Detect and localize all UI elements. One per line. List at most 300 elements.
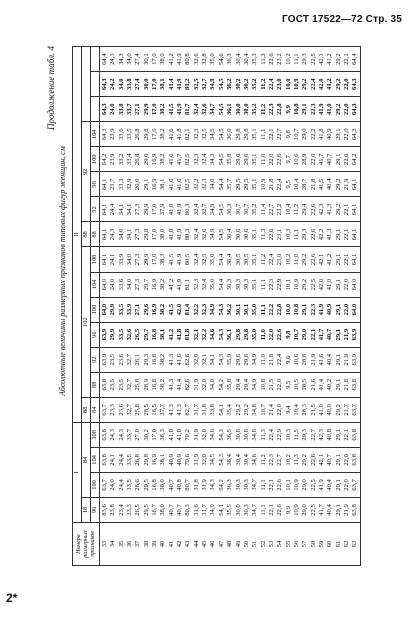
table-cell: 24,0 xyxy=(109,278,117,291)
table-cell: 35,1 xyxy=(251,253,259,266)
table-cell: 34,9 xyxy=(251,353,259,366)
table-cell: 22,8 xyxy=(276,103,284,115)
table-continuation-label: Продолжение табл. 4 xyxy=(46,46,56,130)
table-cell: 11,1 xyxy=(259,278,267,291)
height-group-header: 102 xyxy=(82,247,91,397)
table-cell: 29,2 xyxy=(234,404,242,416)
table-cell: 24,3 xyxy=(109,228,117,241)
table-cell: 38,3 xyxy=(159,253,167,266)
column-header-empty xyxy=(91,72,100,97)
table-cell: 54,1 xyxy=(217,404,225,416)
table-cell: 9,9 xyxy=(284,505,292,515)
table-cell: 41,5 xyxy=(167,303,175,316)
table-cell: 10,3 xyxy=(284,228,292,241)
table-cell: 29,2 xyxy=(301,454,309,466)
table-cell: 33,5 xyxy=(126,479,134,491)
table-cell: 40,7 xyxy=(167,479,175,491)
table-cell: 9,6 xyxy=(284,355,292,364)
table-cell: 41,0 xyxy=(167,203,175,216)
table-cell: 64,0 xyxy=(351,278,359,291)
table-cell: 41,4 xyxy=(317,378,325,391)
signature-mark: 2* xyxy=(6,591,18,605)
table-cell: 34,0 xyxy=(126,53,134,65)
table-cell: 28,5 xyxy=(301,378,309,391)
table-cell: 28,9 xyxy=(142,378,150,391)
table-cell: 22,3 xyxy=(309,303,317,316)
column-header: 108 xyxy=(91,422,100,447)
table-cell: 63,8 xyxy=(351,504,359,516)
table-cell: 29,1 xyxy=(334,328,342,341)
table-cell: 29,4 xyxy=(242,378,250,391)
table-cell: 32,4 xyxy=(201,153,209,166)
data-column xyxy=(100,322,361,347)
table-cell: 17,0 xyxy=(151,78,159,90)
table-cell: 21,8 xyxy=(267,178,275,191)
table-cell: 42,1 xyxy=(317,454,325,466)
table-cell: 32,2 xyxy=(192,303,200,316)
table-cell: 29,8 xyxy=(142,454,150,466)
table-cell: 28,5 xyxy=(142,404,150,416)
table-cell: 29,0 xyxy=(301,479,309,491)
table-cell: 16,9 xyxy=(151,153,159,166)
table-cell: 34,0 xyxy=(117,228,125,241)
data-column xyxy=(100,122,361,147)
table-cell: 33,8 xyxy=(117,103,125,115)
table-cell: 54,1 xyxy=(217,504,225,516)
table-cell: 29,5 xyxy=(142,504,150,516)
table-cell: 11,1 xyxy=(292,53,300,65)
table-cell: 54,5 xyxy=(217,203,225,216)
table-cell: 38,0 xyxy=(159,228,167,241)
table-cell: 41,2 xyxy=(167,328,175,341)
table-cell: 64,0 xyxy=(351,303,359,316)
table-cell: 23,2 xyxy=(276,203,284,216)
table-cell: 33,2 xyxy=(117,153,125,166)
column-header: 84 xyxy=(91,397,100,422)
table-cell: 82,7 xyxy=(184,404,192,416)
table-cell: 29,8 xyxy=(142,228,150,241)
header-row-columns xyxy=(91,47,100,566)
table-cell: 41,2 xyxy=(167,53,175,65)
table-cell: 41,9 xyxy=(176,78,184,90)
table-cell: 35,2 xyxy=(251,78,259,90)
table-cell: 41,6 xyxy=(317,353,325,366)
table-cell: 29,1 xyxy=(334,353,342,366)
table-cell: 30,4 xyxy=(234,454,242,466)
table-cell: 10,1 xyxy=(284,278,292,291)
table-cell: 79,6 xyxy=(184,454,192,466)
row-numbers-cell xyxy=(100,523,361,566)
data-column xyxy=(100,297,361,322)
table-cell: 35,4 xyxy=(226,404,234,416)
table-cell: 23,9 xyxy=(109,128,117,141)
table-cell: 26,8 xyxy=(134,454,142,466)
table-cell: 22,0 xyxy=(309,153,317,166)
table-cell: 34,1 xyxy=(117,203,125,216)
table-cell: 31,8 xyxy=(192,479,200,491)
table-cell: 40,8 xyxy=(326,429,334,441)
table-cell: 16,8 xyxy=(151,479,159,491)
table-cell: 40,7 xyxy=(326,454,334,466)
data-column xyxy=(100,97,361,122)
table-cell: 9,5 xyxy=(284,180,292,189)
table-cell: 22,1 xyxy=(309,328,317,341)
table-cell: 33,3 xyxy=(117,178,125,191)
table-cell: 30,0 xyxy=(242,103,250,115)
table-cell: 24,4 xyxy=(117,454,125,466)
table-cell: 36,1 xyxy=(226,328,234,341)
table-cell: 41,9 xyxy=(176,53,184,65)
table-cell: 64,1 xyxy=(351,203,359,216)
table-cell: 40,7 xyxy=(176,504,184,516)
row-number: 46 xyxy=(209,540,217,548)
column-header: 104 xyxy=(91,447,100,472)
table-cell: 36,5 xyxy=(226,429,234,441)
table-cell: 11,0 xyxy=(292,253,300,266)
table-cell: 40,4 xyxy=(326,353,334,366)
table-cell: 11,1 xyxy=(259,479,267,491)
table-cell: 29,1 xyxy=(334,454,342,466)
table-cell: 31,9 xyxy=(192,429,200,441)
table-cell: 24,3 xyxy=(109,429,117,441)
table-cell: 30,3 xyxy=(242,278,250,291)
table-cell: 34,1 xyxy=(126,203,134,216)
table-cell: 26,1 xyxy=(134,353,142,366)
table-cell: 27,4 xyxy=(134,78,142,90)
table-cell: 35,1 xyxy=(251,178,259,191)
table-cell: 41,6 xyxy=(176,353,184,366)
table-cell: 37,9 xyxy=(159,203,167,216)
table-cell: 41,9 xyxy=(176,253,184,266)
table-cell: 34,3 xyxy=(209,479,217,491)
table-cell: 35,1 xyxy=(251,128,259,141)
table-cell: 32,9 xyxy=(126,178,134,191)
table-cell: 64,3 xyxy=(101,128,108,141)
table-cell: 35,9 xyxy=(226,353,234,366)
data-column xyxy=(100,197,361,222)
table-cell: 29,8 xyxy=(242,328,250,341)
table-cell: 30,1 xyxy=(242,303,250,316)
table-cell: 22,5 xyxy=(309,479,317,491)
data-column xyxy=(100,72,361,97)
row-number: 49 xyxy=(234,540,242,548)
table-cell: 41,0 xyxy=(326,103,334,115)
table-cell: 11,3 xyxy=(292,454,300,466)
table-cell: 32,0 xyxy=(201,378,209,391)
row-number: 57 xyxy=(301,540,309,548)
table-cell: 32,0 xyxy=(201,429,209,441)
table-cell: 10,4 xyxy=(292,178,300,191)
table-cell: 64,3 xyxy=(101,78,108,90)
table-cell: 64,2 xyxy=(101,153,108,166)
table-cell: 10,4 xyxy=(284,203,292,216)
table-cell: 24,0 xyxy=(109,479,117,491)
table-cell: 33,7 xyxy=(126,429,134,441)
table-cell: 83,6 xyxy=(101,504,108,516)
table-cell: 42,0 xyxy=(317,78,325,90)
table-cell: 22,6 xyxy=(309,228,317,241)
row-number: 48 xyxy=(226,540,234,548)
table-cell: 63,8 xyxy=(351,429,359,441)
table-cell: 29,4 xyxy=(301,203,309,216)
table-cell: 22,6 xyxy=(276,479,284,491)
header-row-groups xyxy=(73,47,82,566)
table-cell: 64,3 xyxy=(351,78,359,90)
table-cell: 30,1 xyxy=(234,303,242,316)
table-cell: 30,5 xyxy=(234,253,242,266)
table-cell: 24,1 xyxy=(109,253,117,266)
table-cell: 64,0 xyxy=(101,303,108,316)
table-cell: 29,9 xyxy=(109,303,117,316)
table-cell: 64,3 xyxy=(351,128,359,141)
table-cell: 10,7 xyxy=(259,404,267,416)
table-cell: 11,5 xyxy=(292,429,300,441)
table-cell: 31,9 xyxy=(192,454,200,466)
table-cell: 22,6 xyxy=(276,153,284,166)
row-number: 40 xyxy=(159,540,167,548)
table-cell: 30,4 xyxy=(242,53,250,65)
row-number: 43 xyxy=(184,540,192,548)
table-cell: 26,6 xyxy=(134,479,142,491)
table-cell: 29,9 xyxy=(142,203,150,216)
table-cell: 32,7 xyxy=(201,203,209,216)
table-cell: 23,5 xyxy=(109,378,117,391)
table-body-row xyxy=(100,47,361,566)
table-cell: 41,3 xyxy=(167,378,175,391)
table-cell: 40,9 xyxy=(167,454,175,466)
table-cell: 36,2 xyxy=(226,303,234,316)
table-cell: 36,0 xyxy=(226,128,234,141)
table-cell: 41,7 xyxy=(317,153,325,166)
table-cell: 80,3 xyxy=(184,203,192,216)
table-cell: 32,6 xyxy=(201,228,209,241)
table-cell: 22,2 xyxy=(267,303,275,316)
table-cell: 10,1 xyxy=(284,479,292,491)
table-cell: 34,1 xyxy=(126,228,134,241)
table-cell: 22,3 xyxy=(267,103,275,115)
table-cell: 21,8 xyxy=(267,353,275,366)
column-header: 92 xyxy=(91,197,100,222)
table-cell: 41,8 xyxy=(176,328,184,341)
table-cell: 22,6 xyxy=(309,203,317,216)
table-cell: 22,4 xyxy=(276,353,284,366)
table-cell: 22,4 xyxy=(309,78,317,90)
table-cell: 24,0 xyxy=(109,103,117,115)
data-column xyxy=(100,47,361,72)
table-cell: 34,0 xyxy=(209,504,217,516)
row-number: 45 xyxy=(201,540,209,548)
table-cell: 17,0 xyxy=(151,103,159,115)
table-cell: 42,2 xyxy=(317,228,325,241)
table-cell: 64,1 xyxy=(101,253,108,266)
row-number: 63 xyxy=(351,540,359,548)
table-cell: 30,4 xyxy=(242,454,250,466)
table-cell: 32,7 xyxy=(201,78,209,90)
row-number: 53 xyxy=(267,540,275,548)
table-cell: 34,8 xyxy=(251,404,259,416)
table-cell: 29,2 xyxy=(301,278,309,291)
table-cell: 38,2 xyxy=(159,353,167,366)
table-cell: 29,1 xyxy=(334,378,342,391)
table-cell: 41,2 xyxy=(167,278,175,291)
table-cell: 11,3 xyxy=(259,53,267,65)
table-cell: 10,3 xyxy=(284,429,292,441)
table-cell: 29,2 xyxy=(334,404,342,416)
table-cell: 63,8 xyxy=(101,454,108,466)
table-cell: 11,1 xyxy=(292,228,300,241)
table-cell: 29,8 xyxy=(234,328,242,341)
table-cell: 16,5 xyxy=(151,404,159,416)
height-group-header: 84 xyxy=(82,422,91,497)
table-cell: 42,0 xyxy=(317,278,325,291)
table-cell: 10,7 xyxy=(292,128,300,141)
table-cell: 9,8 xyxy=(284,130,292,139)
table-cell: 35,0 xyxy=(251,303,259,316)
table-cell: 35,1 xyxy=(251,153,259,166)
table-cell: 11,0 xyxy=(259,354,267,366)
table-cell: 42,3 xyxy=(317,203,325,216)
row-number: 37 xyxy=(134,540,142,548)
table-cell: 29,1 xyxy=(334,303,342,316)
table-cell: 33,8 xyxy=(126,78,134,90)
table-cell: 41,6 xyxy=(176,178,184,191)
table-cell: 22,3 xyxy=(309,103,317,115)
row-number: 34 xyxy=(109,540,117,548)
table-cell: 54,2 xyxy=(217,378,225,391)
row-number: 36 xyxy=(126,540,134,548)
table-cell: 22,7 xyxy=(276,454,284,466)
table-cell: 21,8 xyxy=(309,178,317,191)
table-cell: 64,0 xyxy=(101,278,108,291)
table-cell: 41,2 xyxy=(326,53,334,65)
table-cell: 32,1 xyxy=(192,328,200,341)
table-cell: 54,4 xyxy=(217,178,225,191)
row-number: 41 xyxy=(167,540,175,548)
table-cell: 40,9 xyxy=(326,303,334,316)
table-cell: 22,0 xyxy=(342,479,350,491)
table-cell: 23,2 xyxy=(276,53,284,65)
table-cell: 41,7 xyxy=(176,153,184,166)
row-number: 61 xyxy=(334,540,342,548)
table-cell: 29,1 xyxy=(301,303,309,316)
table-cell: 38,2 xyxy=(159,153,167,166)
table-cell: 29,5 xyxy=(234,178,242,191)
height-group-header: 92 xyxy=(82,122,91,222)
table-cell: 32,5 xyxy=(201,128,209,141)
table-cell: 34,9 xyxy=(209,203,217,216)
table-cell: 40,7 xyxy=(326,328,334,341)
table-cell: 11,0 xyxy=(259,329,267,341)
table-cell: 41,0 xyxy=(326,278,334,291)
table-cell: 64,1 xyxy=(101,178,108,191)
table-cell: 22,0 xyxy=(267,153,275,166)
table-cell: 22,6 xyxy=(267,228,275,241)
table-cell: 11,1 xyxy=(259,128,267,140)
table-cell: 40,4 xyxy=(326,178,334,191)
table-cell: 22,5 xyxy=(309,504,317,516)
table-cell: 82,1 xyxy=(184,128,192,141)
data-column xyxy=(100,222,361,247)
table-cell: 38,1 xyxy=(159,178,167,191)
table-cell: 22,5 xyxy=(309,278,317,291)
table-cell: 29,1 xyxy=(334,504,342,516)
table-cell: 40,8 xyxy=(176,479,184,491)
data-column xyxy=(100,422,361,447)
table-cell: 9,4 xyxy=(284,405,292,414)
table-cell: 64,4 xyxy=(101,53,108,65)
table-cell: 41,9 xyxy=(317,479,325,491)
table-cell: 81,1 xyxy=(184,278,192,291)
table-cell: 38,2 xyxy=(159,128,167,141)
table-cell: 41,4 xyxy=(167,78,175,90)
table-cell: 29,9 xyxy=(109,328,117,341)
table-cell: 29,6 xyxy=(242,153,250,166)
table-cell: 22,6 xyxy=(309,253,317,266)
table-cell: 54,6 xyxy=(217,53,225,65)
table-cell: 30,0 xyxy=(234,504,242,516)
table-cell: 34,7 xyxy=(209,103,217,115)
table-cell: 10,9 xyxy=(292,479,300,491)
table-cell: 36,4 xyxy=(226,253,234,266)
table-cell: 10,9 xyxy=(292,278,300,291)
table-cell: 32,3 xyxy=(192,153,200,166)
column-header: 92 xyxy=(91,347,100,372)
table-cell: 35,2 xyxy=(251,103,259,115)
table-cell: 11,2 xyxy=(259,253,267,266)
table-cell: 64,1 xyxy=(351,228,359,241)
table-cell: 36,3 xyxy=(226,278,234,291)
table-cell: 24,4 xyxy=(109,203,117,216)
table-cell: 22,0 xyxy=(342,303,350,316)
table-cell: 32,5 xyxy=(201,253,209,266)
table-cell: 30,0 xyxy=(142,78,150,90)
table-cell: 30,4 xyxy=(234,53,242,65)
table-cell: 30,6 xyxy=(242,228,250,241)
table-cell: 22,0 xyxy=(342,78,350,90)
table-cell: 29,1 xyxy=(334,153,342,166)
column-header: 104 xyxy=(91,122,100,147)
table-cell: 41,9 xyxy=(176,228,184,241)
table-cell: 31,7 xyxy=(192,404,200,416)
table-cell: 34,7 xyxy=(251,504,259,516)
table-cell: 26,8 xyxy=(134,128,142,141)
table-cell: 23,1 xyxy=(276,228,284,241)
table-cell: 10,8 xyxy=(292,103,300,115)
table-cell: 41,0 xyxy=(167,429,175,441)
table-cell: 16,8 xyxy=(151,328,159,341)
table-cell: 29,9 xyxy=(142,253,150,266)
table-cell: 82,5 xyxy=(184,178,192,191)
table-cell: 29,6 xyxy=(234,353,242,366)
table-cell: 21,4 xyxy=(267,404,275,416)
table-cell: 10,8 xyxy=(259,378,267,391)
table-cell: 29,2 xyxy=(334,53,342,65)
row-number: 44 xyxy=(192,540,200,548)
table-cell: 32,3 xyxy=(201,178,209,191)
table-cell: 22,1 xyxy=(342,228,350,241)
table-cell: 22,0 xyxy=(276,378,284,391)
table-cell: 38,0 xyxy=(159,53,167,65)
table-cell: 34,6 xyxy=(209,328,217,341)
table-cell: 17,0 xyxy=(151,128,159,141)
table-cell: 29,3 xyxy=(301,429,309,441)
table-cell: 81,7 xyxy=(184,103,192,115)
table-cell: 22,6 xyxy=(276,504,284,516)
table-cell: 24,3 xyxy=(117,429,125,441)
column-header: 96 xyxy=(91,322,100,347)
table-cell: 16,7 xyxy=(151,504,159,516)
column-header: 96 xyxy=(91,497,100,522)
